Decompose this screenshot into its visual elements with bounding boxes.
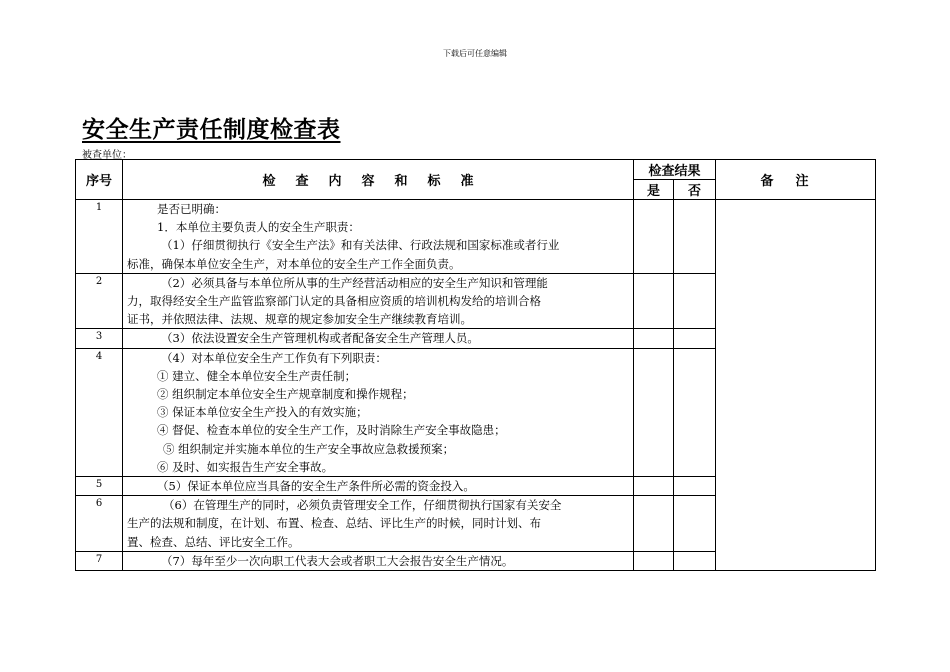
yes-cell[interactable]	[634, 477, 674, 496]
row-seq: 2	[76, 273, 123, 329]
content-line: ① 建立、健全本单位安全生产责任制；	[157, 368, 357, 383]
inspected-unit-label: 被查单位：	[82, 150, 132, 161]
row-content	[123, 477, 634, 496]
content-line: 标准，确保本单位安全生产，对本单位的安全生产工作全面负责。	[127, 256, 461, 271]
row-seq: 1	[76, 200, 123, 274]
header-yes: 是	[634, 180, 674, 200]
no-cell[interactable]	[674, 477, 716, 496]
yes-cell[interactable]	[634, 551, 674, 570]
row-content	[123, 329, 634, 348]
content-line: 证书，并依照法律、法规、规章的规定参加安全生产继续教育培训。	[127, 312, 472, 327]
no-cell[interactable]	[674, 496, 716, 552]
no-cell[interactable]	[674, 551, 716, 570]
content-line: ⑥ 及时、如实报告生产安全事故。	[157, 459, 334, 474]
header-note: 备注	[716, 160, 876, 200]
header-result: 检查结果	[634, 160, 716, 180]
row-content	[123, 551, 634, 570]
content-line: （6）在管理生产的同时，必须负责管理安全工作，仔细贯彻执行国家有关安全	[163, 498, 562, 513]
content-line: （1）仔细贯彻执行《安全生产法》和有关法律、行政法规和国家标准或者行业	[161, 238, 560, 253]
no-cell[interactable]	[674, 348, 716, 476]
row-seq: 3	[76, 329, 123, 348]
content-line: 置、检查、总结、评比安全工作。	[127, 534, 300, 549]
table-row	[76, 200, 876, 274]
content-line: ② 组织制定本单位安全生产规章制度和操作规程；	[157, 387, 414, 402]
header-content: 检查内容和标准	[123, 160, 634, 200]
no-cell[interactable]	[674, 329, 716, 348]
row-content	[123, 496, 634, 552]
content-line: ③ 保证本单位安全生产投入的有效实施；	[157, 405, 368, 420]
row-seq: 4	[76, 348, 123, 476]
row-content	[123, 348, 634, 476]
yes-cell[interactable]	[634, 273, 674, 329]
row-seq: 7	[76, 551, 123, 570]
content-line: 力，取得经安全生产监管监察部门认定的具备相应资质的培训机构发给的培训合格	[127, 294, 541, 309]
content-line: （5）保证本单位应当具备的安全生产条件所必需的资金投入。	[157, 479, 475, 494]
content-line: （4）对本单位安全生产工作负有下列职责：	[161, 350, 387, 365]
yes-cell[interactable]	[634, 329, 674, 348]
yes-cell[interactable]	[634, 200, 674, 274]
content-line: ⑤ 组织制定并实施本单位的生产安全事故应急救援预案；	[163, 441, 455, 456]
content-line: 是否已明确：	[157, 202, 226, 216]
top-note: 下载后可任意编辑	[443, 49, 507, 58]
no-cell[interactable]	[674, 273, 716, 329]
content-line: （2）必须具备与本单位所从事的生产经营活动相应的安全生产知识和管理能	[161, 275, 548, 290]
content-line: （3）依法设置安全生产管理机构或者配备安全生产管理人员。	[161, 331, 479, 346]
page-title: 安全生产责任制度检查表	[82, 117, 341, 143]
header-seq: 序号	[76, 160, 123, 200]
no-cell[interactable]	[674, 200, 716, 274]
content-line: ④ 督促、检查本单位的安全生产工作，及时消除生产安全事故隐患；	[157, 423, 506, 438]
row-seq: 6	[76, 496, 123, 552]
inspection-table	[75, 159, 876, 571]
content-line: 生产的法规和制度，在计划、布置、检查、总结、评比生产的时候，同时计划、布	[127, 516, 541, 531]
yes-cell[interactable]	[634, 348, 674, 476]
content-line: （7）每年至少一次向职工代表大会或者职工大会报告安全生产情况。	[161, 553, 514, 568]
content-line: 1．本单位主要负责人的安全生产职责：	[157, 220, 360, 235]
note-cell[interactable]	[716, 200, 876, 571]
row-content	[123, 200, 634, 274]
row-seq: 5	[76, 477, 123, 496]
row-content	[123, 273, 634, 329]
yes-cell[interactable]	[634, 496, 674, 552]
header-no: 否	[674, 180, 716, 200]
